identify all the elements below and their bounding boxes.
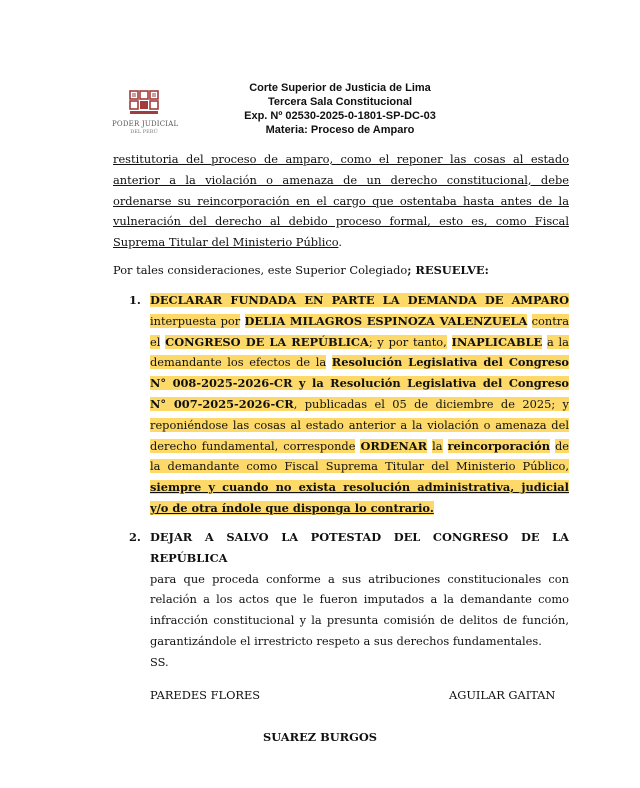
item1-order: ORDENAR — [360, 438, 428, 453]
item1-text: de la demandante como Fiscal Suprema Titular del Ministerio Público, — [150, 438, 570, 474]
item1-resolutions: Resolución Legislativa del Congreso N° 008-2025-2026-CR y la Resolución Legislativa del Congreso N° 007-2025-2026-CR — [150, 355, 569, 411]
item-number: 2. — [129, 530, 141, 544]
item1-text: , publicadas el 05 de diciembre de 2025; y reponiéndose las cosas al estado anterior a la violación o amenaza del derecho fundamental, corresponde — [150, 396, 569, 453]
item1-declaration: DECLARAR FUNDADA EN PARTE LA DEMANDA DE AMPARO — [150, 293, 569, 307]
item1-condition: siempre y cuando no exista resolución administrativa, judicial y/o de otra índole que disponga lo contrario. — [150, 480, 569, 515]
item-number: 1. — [129, 293, 141, 307]
signature-center: SUAREZ BURGOS — [263, 730, 377, 744]
chamber-name: Tercera Sala Constitucional — [267, 96, 413, 108]
item2-declaration: DEJAR A SALVO LA POTESTAD DEL CONGRESO DE LA REPÚBLICA — [150, 530, 569, 565]
item1-plaintiff: DELIA MILAGROS ESPINOZA VALENZUELA — [244, 313, 528, 328]
paragraph-considerations — [113, 262, 569, 278]
poder-judicial-logo — [112, 90, 179, 135]
poder-judicial-emblem-icon — [129, 90, 159, 116]
paragraph-underlined-text: restitutoria del proceso de amparo, como el reponer las cosas al estado anterior a la violación o amenaza de un derecho constitucional, debe ordenarse su reincorporación en el cargo que ostentaba hasta antes de la vulneración del derecho al debido proceso formal, esto es, como Fiscal Suprema Titular del Ministerio Público — [113, 152, 569, 250]
item1-text: interpuesta por — [150, 313, 241, 328]
item1-text: ; y por tanto, — [368, 334, 447, 349]
logo-name: PODER JUDICIAL — [112, 120, 179, 128]
logo-subtitle: DEL PERÚ — [130, 129, 158, 135]
item1-reinstatement: reincorporación — [447, 438, 550, 453]
resolution-item-1 — [129, 290, 570, 519]
paragraph-restitution — [113, 149, 569, 253]
item1-text: contra el — [150, 313, 570, 349]
considerations-text: Por tales consideraciones, este Superior Colegiado — [113, 263, 408, 277]
item1-inapplicable: INAPLICABLE — [451, 334, 543, 349]
resolution-item-2 — [129, 527, 569, 673]
case-number: Exp. Nº 02530-2025-0-1801-SP-DC-03 — [244, 110, 436, 122]
court-name: Corte Superior de Justicia de Lima — [249, 82, 431, 94]
paragraph-end: . — [338, 235, 343, 250]
resuelve-label: ; RESUELVE: — [407, 263, 489, 277]
signature-left: PAREDES FLORES — [150, 688, 261, 702]
item1-text: a la demandante los efectos de la — [150, 334, 569, 370]
item2-text: para que proceda conforme a sus atribuciones constitucionales con relación a los actos que le fueron imputados a la demandante como infracción constitucional y la presunta comisión de delitos de función, garantizándole el irrestricto respeto a sus derechos fundamentales. — [150, 571, 569, 648]
item2-ss: SS. — [150, 654, 169, 669]
case-subject: Materia: Proceso de Amparo — [265, 124, 415, 136]
item1-defendant: CONGRESO DE LA REPÚBLICA — [165, 334, 369, 349]
item1-text: la — [432, 438, 443, 453]
document-header — [200, 81, 480, 137]
signature-right: AGUILAR GAITAN — [449, 688, 556, 702]
